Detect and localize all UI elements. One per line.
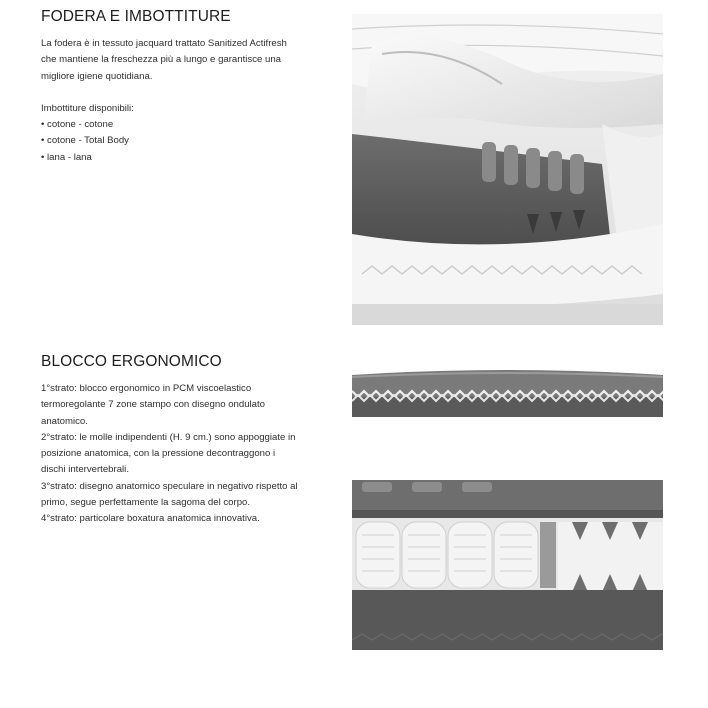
fodera-desc-line: La fodera è in tessuto jacquard trattato Sanitized Actifresh: [41, 38, 287, 49]
foam-layer-profile-image: [352, 367, 663, 419]
blocco-line: 1°strato: blocco ergonomico in PCM viscoelastico: [41, 383, 252, 394]
blocco-line: posizione anatomica, con la pressione decontraggono i: [41, 448, 276, 460]
filling-item: • lana - lana: [41, 151, 92, 163]
section-title-fodera: FODERA E IMBOTTITURE: [41, 8, 231, 25]
mattress-cover-cutaway-image: [352, 14, 663, 325]
blocco-line: primo, segue perfettamente la sagoma del corpo.: [41, 497, 251, 509]
blocco-line: 3°strato: disegno anatomico speculare in negativo rispetto al: [41, 480, 298, 492]
mattress-cover-illustration: [352, 14, 663, 325]
section-title-blocco: BLOCCO ERGONOMICO: [41, 353, 222, 370]
blocco-line: dischi intervertebrali.: [41, 464, 129, 476]
filling-item: • cotone - cotone: [41, 119, 114, 131]
blocco-line: 2°strato: le molle indipendenti (H. 9 cm.) sono appoggiate in: [41, 431, 296, 443]
blocco-line: termoregolante 7 zone stampo con disegno ondulato: [41, 399, 266, 411]
foam-profile-illustration: [352, 367, 663, 419]
blocco-description: [41, 381, 298, 528]
fodera-description: [41, 36, 287, 166]
blocco-line: 4°strato: particolare boxatura anatomica innovativa.: [41, 513, 260, 525]
blocco-line: anatomico.: [41, 415, 88, 427]
springs-illustration: [352, 480, 663, 650]
fodera-desc-line: che mantiene la freschezza più a lungo e garantisce una: [41, 54, 281, 66]
pocket-springs-cutaway-image: [352, 480, 663, 650]
fillings-heading: Imbottiture disponibili:: [41, 102, 134, 114]
fodera-desc-line: migliore igiene quotidiana.: [41, 70, 153, 82]
filling-item: • cotone - Total Body: [41, 135, 129, 147]
